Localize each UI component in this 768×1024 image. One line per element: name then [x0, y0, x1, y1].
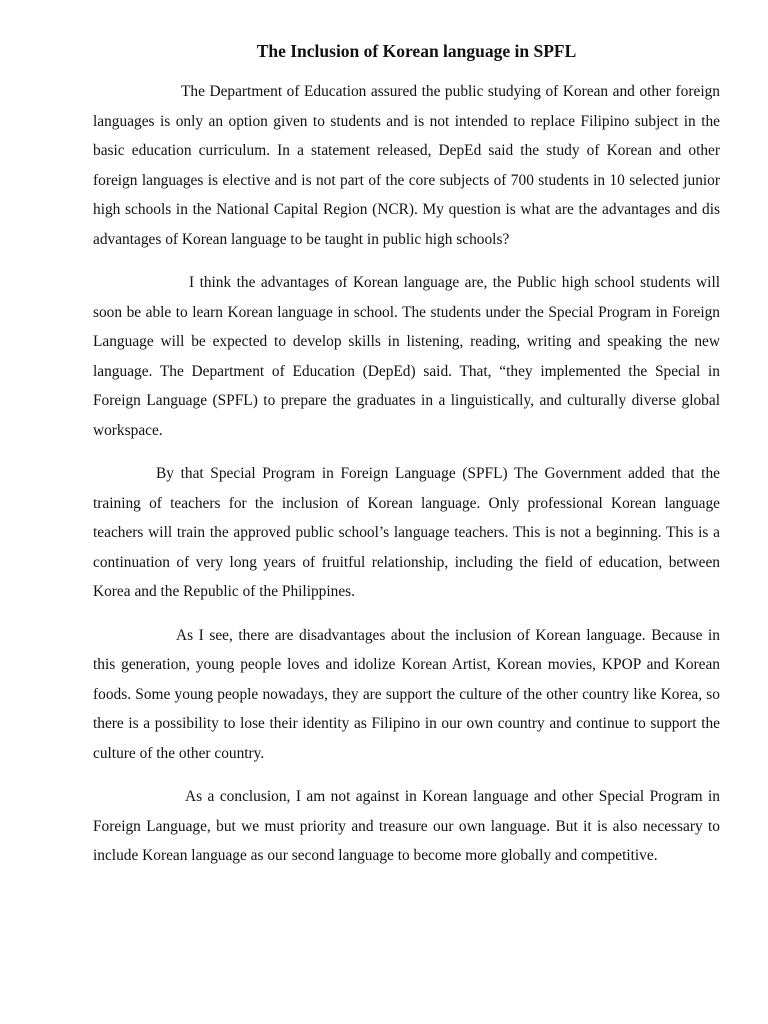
paragraph-disadvantages: As I see, there are disadvantages about the inclusion of Korean language. Because in this generation, young people loves and idolize Korean Artist, Korean movies, KPOP and Korean foods. Some young people nowadays, they are support the culture of the other country like Korea, so there is a possibility to lose their identity as Filipino in our own country and continue to support the culture of the other country.: [93, 626, 720, 762]
document-title: The Inclusion of Korean language in SPFL: [256, 41, 577, 61]
paragraph-teacher-training: By that Special Program in Foreign Language (SPFL) The Government added that the training of teachers for the inclusion of Korean language. Only professional Korean language teachers will train the approved public school’s language teachers. This is not a beginning. This is a continuation of very long years of fruitful relationship, including the field of education, between Korea and the Republic of the Philippines.: [93, 465, 720, 600]
paragraph-conclusion: As a conclusion, I am not against in Korean language and other Special Program in Foreign Language, but we must priority and treasure our own language. But it is also necessary to include Korean language as our second language to become more globally and competitive.: [93, 788, 720, 864]
paragraph-advantages: I think the advantages of Korean language are, the Public high school students will soon be able to learn Korean language in school. The students under the Special Program in Foreign Language will be expected to develop skills in listening, reading, writing and speaking the new language. The Department of Education (DepEd) said. That, “they implemented the Special in Foreign Language (SPFL) to prepare the graduates in a linguistically, and culturally diverse global workspace.: [93, 274, 720, 439]
paragraph-introduction: The Department of Education assured the public studying of Korean and other foreign languages is only an option given to students and is not intended to replace Filipino subject in the basic education curriculum. In a statement released, DepEd said the study of Korean and other foreign languages is elective and is not part of the core subjects of 700 students in 10 selected junior high schools in the National Capital Region (NCR). My question is what are the advantages and dis advantages of Korean language to be taught in public high schools?: [93, 83, 720, 248]
document-page: [93, 40, 720, 885]
